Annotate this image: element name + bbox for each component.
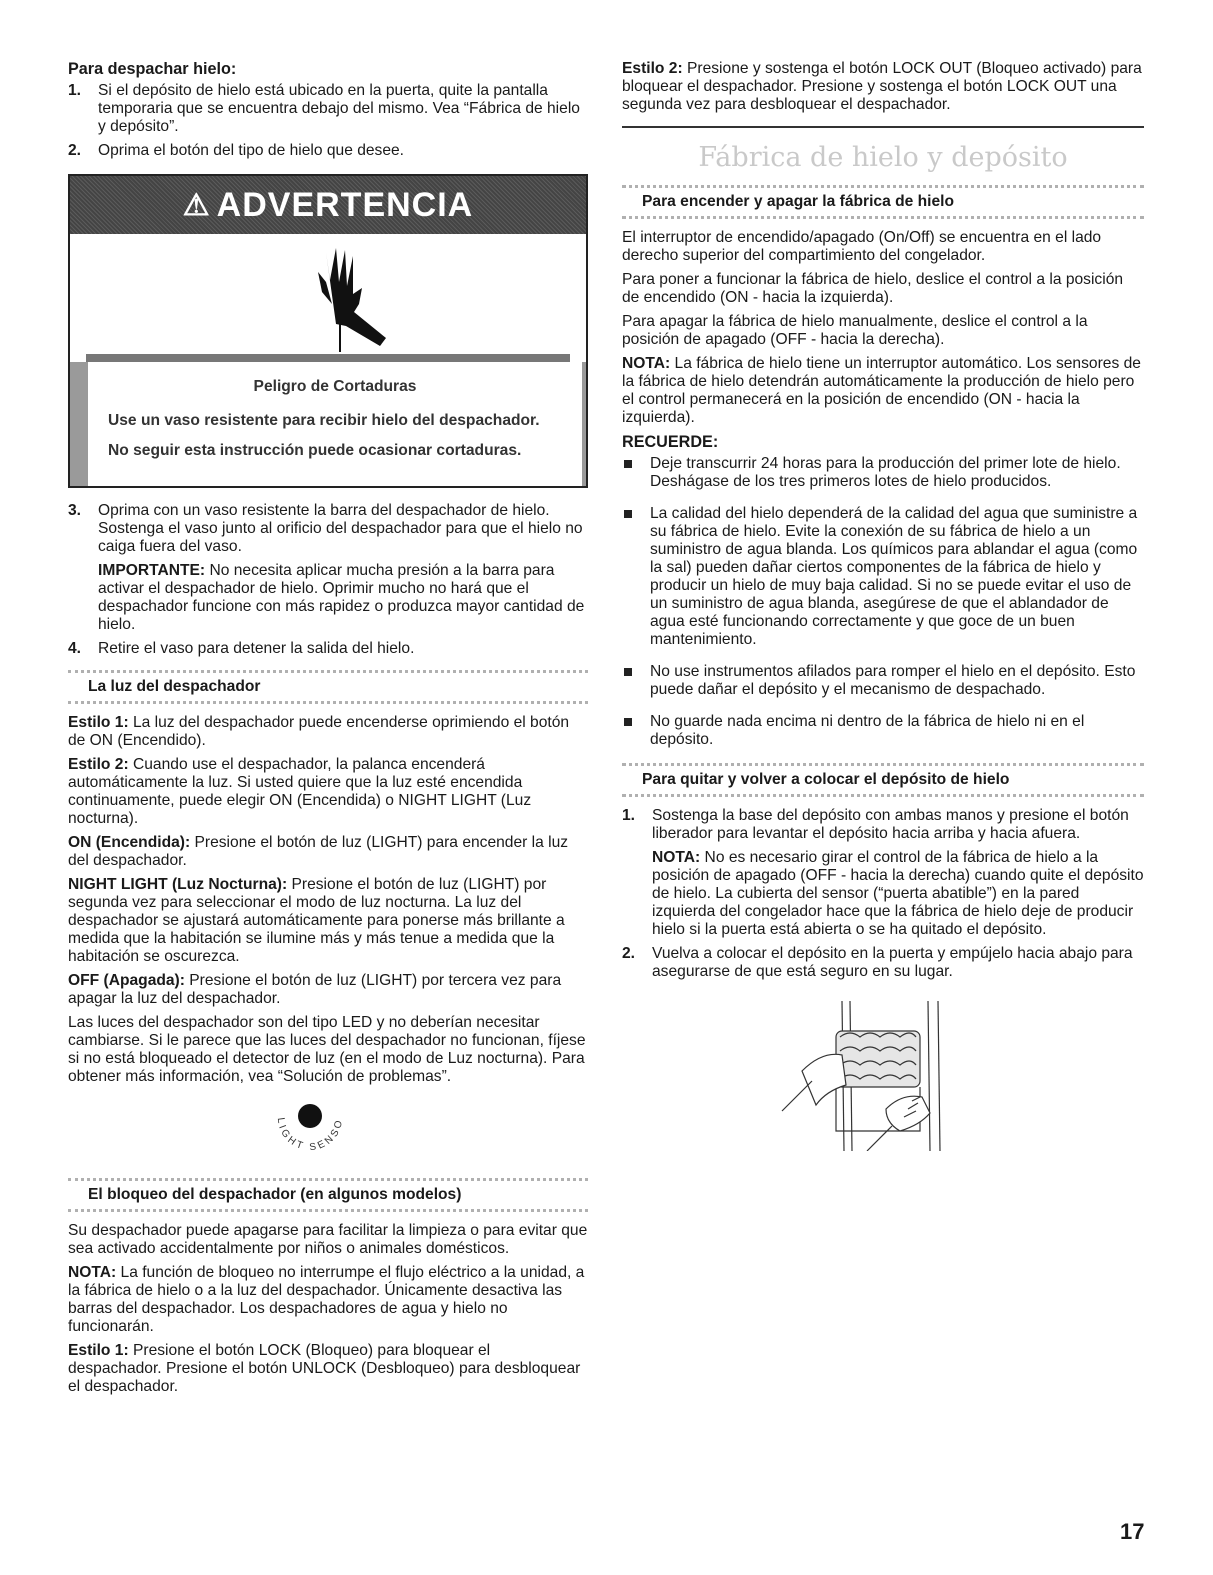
style-1-label: Estilo 1: xyxy=(68,714,129,731)
warning-triangle-icon: ⚠ xyxy=(182,188,211,222)
light-style-1 xyxy=(68,714,588,750)
night-light-label: NIGHT LIGHT (Luz Nocturna): xyxy=(68,876,288,893)
page-number: 17 xyxy=(1120,1519,1145,1544)
warning-title: ADVERTENCIA xyxy=(216,185,474,224)
dispense-steps-continued xyxy=(68,502,588,658)
section-heading-remove-bin xyxy=(622,763,1144,797)
style-2-text: Cuando use el despachador, la palanca encenderá automáticamente la luz. Si usted quiere que la luz esté encendida continuamente, puede elegir ON (Encendida) o NIGHT LIGHT (Luz nocturna). xyxy=(68,756,532,827)
warning-box xyxy=(68,174,588,488)
step-1 xyxy=(622,807,1144,939)
light-off xyxy=(68,972,588,1008)
warning-text xyxy=(70,362,586,486)
step-2 xyxy=(68,142,588,160)
ice-bin-drawing xyxy=(622,1001,1144,1151)
step-3 xyxy=(68,502,588,634)
warning-line-1: Use un vaso resistente para recibir hielo del despachador. xyxy=(108,412,540,429)
section-heading-onoff xyxy=(622,185,1144,219)
warning-header xyxy=(70,176,586,234)
important-text: No necesita aplicar mucha presión a la barra para activar el despachador de hielo. Oprimir mucho no hará que el despachador funcione con más rapidez o produzca mayor cantidad de hielo. xyxy=(98,562,585,633)
step-text: Vuelva a colocar el depósito en la puerta y empújelo hacia abajo para asegurarse de que está seguro en su lugar. xyxy=(652,945,1133,980)
light-sensor-figure xyxy=(68,1096,588,1166)
hand-cut-icon xyxy=(86,234,570,354)
style-1-label: Estilo 1: xyxy=(68,1342,129,1359)
onoff-p1: El interruptor de encendido/apagado (On/Off) se encuentra en el lado derecho superior del compartimiento del congelador. xyxy=(622,229,1102,264)
important-note xyxy=(98,562,588,634)
section-heading-lock xyxy=(68,1178,588,1212)
note-text: La función de bloqueo no interrumpe el flujo eléctrico a la unidad, a la fábrica de hielo o a la luz del despachador. Únicamente desactiva las barras del despachador. Los despachadores de agua y hielo no funcionarán. xyxy=(68,1264,585,1335)
light-on xyxy=(68,834,588,870)
step-number: 2. xyxy=(622,945,636,962)
dispense-steps xyxy=(68,82,588,160)
list-item: No use instrumentos afilados para romper el hielo en el depósito. Esto puede dañar el depósito y el mecanismo de despachado. xyxy=(622,663,1144,699)
step-number: 3. xyxy=(68,502,82,519)
light-style-2 xyxy=(68,756,588,828)
left-column xyxy=(68,60,588,1402)
section-heading-text: Para encender y apagar la fábrica de hielo xyxy=(642,193,955,210)
onoff-note xyxy=(622,355,1144,427)
step-number: 2. xyxy=(68,142,82,159)
light-led-note: Las luces del despachador son del tipo LED y no deberían necesitar cambiarse. Si le parece que las luces del despachador no funcionan, fíjese si no está bloqueado el detector de luz (en el modo de Luz nocturna). Para obtener más información, vea “Solución de problemas”. xyxy=(68,1014,586,1085)
remember-heading: RECUERDE: xyxy=(622,433,719,451)
note-label: NOTA: xyxy=(68,1264,117,1281)
hazard-name: Peligro de Cortaduras xyxy=(253,378,417,395)
step-text: Oprima con un vaso resistente la barra del despachador de hielo. Sostenga el vaso junto al orificio del despachador para que el hielo no caiga fuera del vaso. xyxy=(98,502,583,555)
off-text: Presione el botón de luz (LIGHT) por tercera vez para apagar la luz del despachador. xyxy=(68,972,562,1007)
note-text: No es necesario girar el control de la fábrica de hielo a la posición de apagado (OFF - hacia la derecha) cuando quite el depósito de hielo. La cubierta del sensor (“puerta abatible”) en la pared izquierda del congelador hace que la fábrica de hielo deje de producir hielo si la puerta está abierta o se ha quitado el depósito. xyxy=(652,849,1144,938)
section-heading-text: La luz del despachador xyxy=(88,678,261,695)
on-label: ON (Encendida): xyxy=(68,834,191,851)
step-2 xyxy=(622,945,1144,981)
step-text: Oprima el botón del tipo de hielo que desee. xyxy=(98,142,405,159)
lock-intro: Su despachador puede apagarse para facilitar la limpieza o para evitar que sea activado accidentalmente por niños o animales domésticos. xyxy=(68,1222,588,1257)
right-column xyxy=(622,60,1144,1151)
style-2-label: Estilo 2: xyxy=(622,60,683,77)
night-light-text: Presione el botón de luz (LIGHT) por segunda vez para seleccionar el modo de luz nocturna. La luz del despachador se ajustará automáticamente para ponerse más brillante a medida que la habitación se ilumine más y más tenue a medida que la habitación se oscurezca. xyxy=(68,876,565,965)
cut-hazard-pictogram xyxy=(86,234,570,362)
light-sensor-icon xyxy=(68,1096,588,1166)
lock-style-1 xyxy=(68,1342,588,1396)
important-label: IMPORTANTE: xyxy=(98,562,206,579)
icemaker-section-title: Fábrica de hielo y depósito xyxy=(698,142,1068,173)
step-note xyxy=(652,849,1144,939)
list-item: No guarde nada encima ni dentro de la fábrica de hielo ni en el depósito. xyxy=(622,713,1144,749)
style-2-label: Estilo 2: xyxy=(68,756,129,773)
style-1-text: Presione el botón LOCK (Bloqueo) para bloquear el despachador. Presione el botón UNLOCK (Desbloqueo) para desbloquear el despachador. xyxy=(68,1342,581,1395)
step-text: Retire el vaso para detener la salida del hielo. xyxy=(98,640,415,657)
on-text: Presione el botón de luz (LIGHT) para encender la luz del despachador. xyxy=(68,834,569,869)
section-heading-text: El bloqueo del despachador (en algunos modelos) xyxy=(88,1186,462,1203)
style-1-text: La luz del despachador puede encenderse oprimiendo el botón de ON (Encendido). xyxy=(68,714,570,749)
style-2-text: Presione y sostenga el botón LOCK OUT (Bloqueo activado) para bloquear el despachador. Presione y sostenga el botón LOCK OUT una segunda vez para desbloquear el despachador. xyxy=(622,60,1142,113)
note-text: La fábrica de hielo tiene un interruptor automático. Los sensores de la fábrica de hielo detendrán automáticamente la producción de hielo pero el control permanecerá en la posición de encendido (ON - hacia la izquierda). xyxy=(622,355,1141,426)
remember-list xyxy=(622,455,1144,749)
step-text: Si el depósito de hielo está ubicado en la puerta, quite la pantalla temporaria que se encuentra debajo del mismo. Vea “Fábrica de hielo y depósito”. xyxy=(98,82,580,135)
light-sensor-label: LIGHT SENSO xyxy=(274,1116,346,1154)
remove-bin-steps xyxy=(622,807,1144,981)
lock-style-2 xyxy=(622,60,1144,114)
lock-note xyxy=(68,1264,588,1336)
light-night xyxy=(68,876,588,966)
step-number: 4. xyxy=(68,640,82,657)
list-item: La calidad del hielo dependerá de la calidad del agua que suministre a su fábrica de hielo. Evite la conexión de su fábrica de hielo a un suministro de agua blanda. Los químicos para ablandar el agua (como la sal) pueden dañar ciertos componentes de la fábrica de hielo y producir un hielo de muy baja calidad. Si no se puede evitar el uso de un suministro de agua blanda, asegúrese de que el ablandador de agua esté funcionando correctamente y que goce de un buen mantenimiento. xyxy=(622,505,1144,649)
note-label: NOTA: xyxy=(652,849,701,866)
section-heading-text: Para quitar y volver a colocar el depósito de hielo xyxy=(642,771,1010,788)
onoff-p2: Para poner a funcionar la fábrica de hielo, deslice el control a la posición de encendido (ON - hacia la izquierda). xyxy=(622,271,1124,306)
note-label: NOTA: xyxy=(622,355,671,372)
off-label: OFF (Apagada): xyxy=(68,972,185,989)
step-1 xyxy=(68,82,588,136)
list-item: Deje transcurrir 24 horas para la producción del primer lote de hielo. Deshágase de los tres primeros lotes de hielo producidos. xyxy=(622,455,1144,491)
ice-bin-illustration xyxy=(622,1001,1144,1151)
onoff-p3: Para apagar la fábrica de hielo manualmente, deslice el control a la posición de apagado (OFF - hacia la derecha). xyxy=(622,313,1088,348)
step-text: Sostenga la base del depósito con ambas manos y presione el botón liberador para levantar el depósito hacia arriba y hacia afuera. xyxy=(652,807,1129,842)
step-4 xyxy=(68,640,588,658)
dispense-ice-title: Para despachar hielo: xyxy=(68,60,237,78)
section-divider xyxy=(622,126,1144,128)
section-heading-light xyxy=(68,670,588,704)
step-number: 1. xyxy=(68,82,82,99)
step-number: 1. xyxy=(622,807,636,824)
warning-line-2: No seguir esta instrucción puede ocasionar cortaduras. xyxy=(108,442,522,459)
